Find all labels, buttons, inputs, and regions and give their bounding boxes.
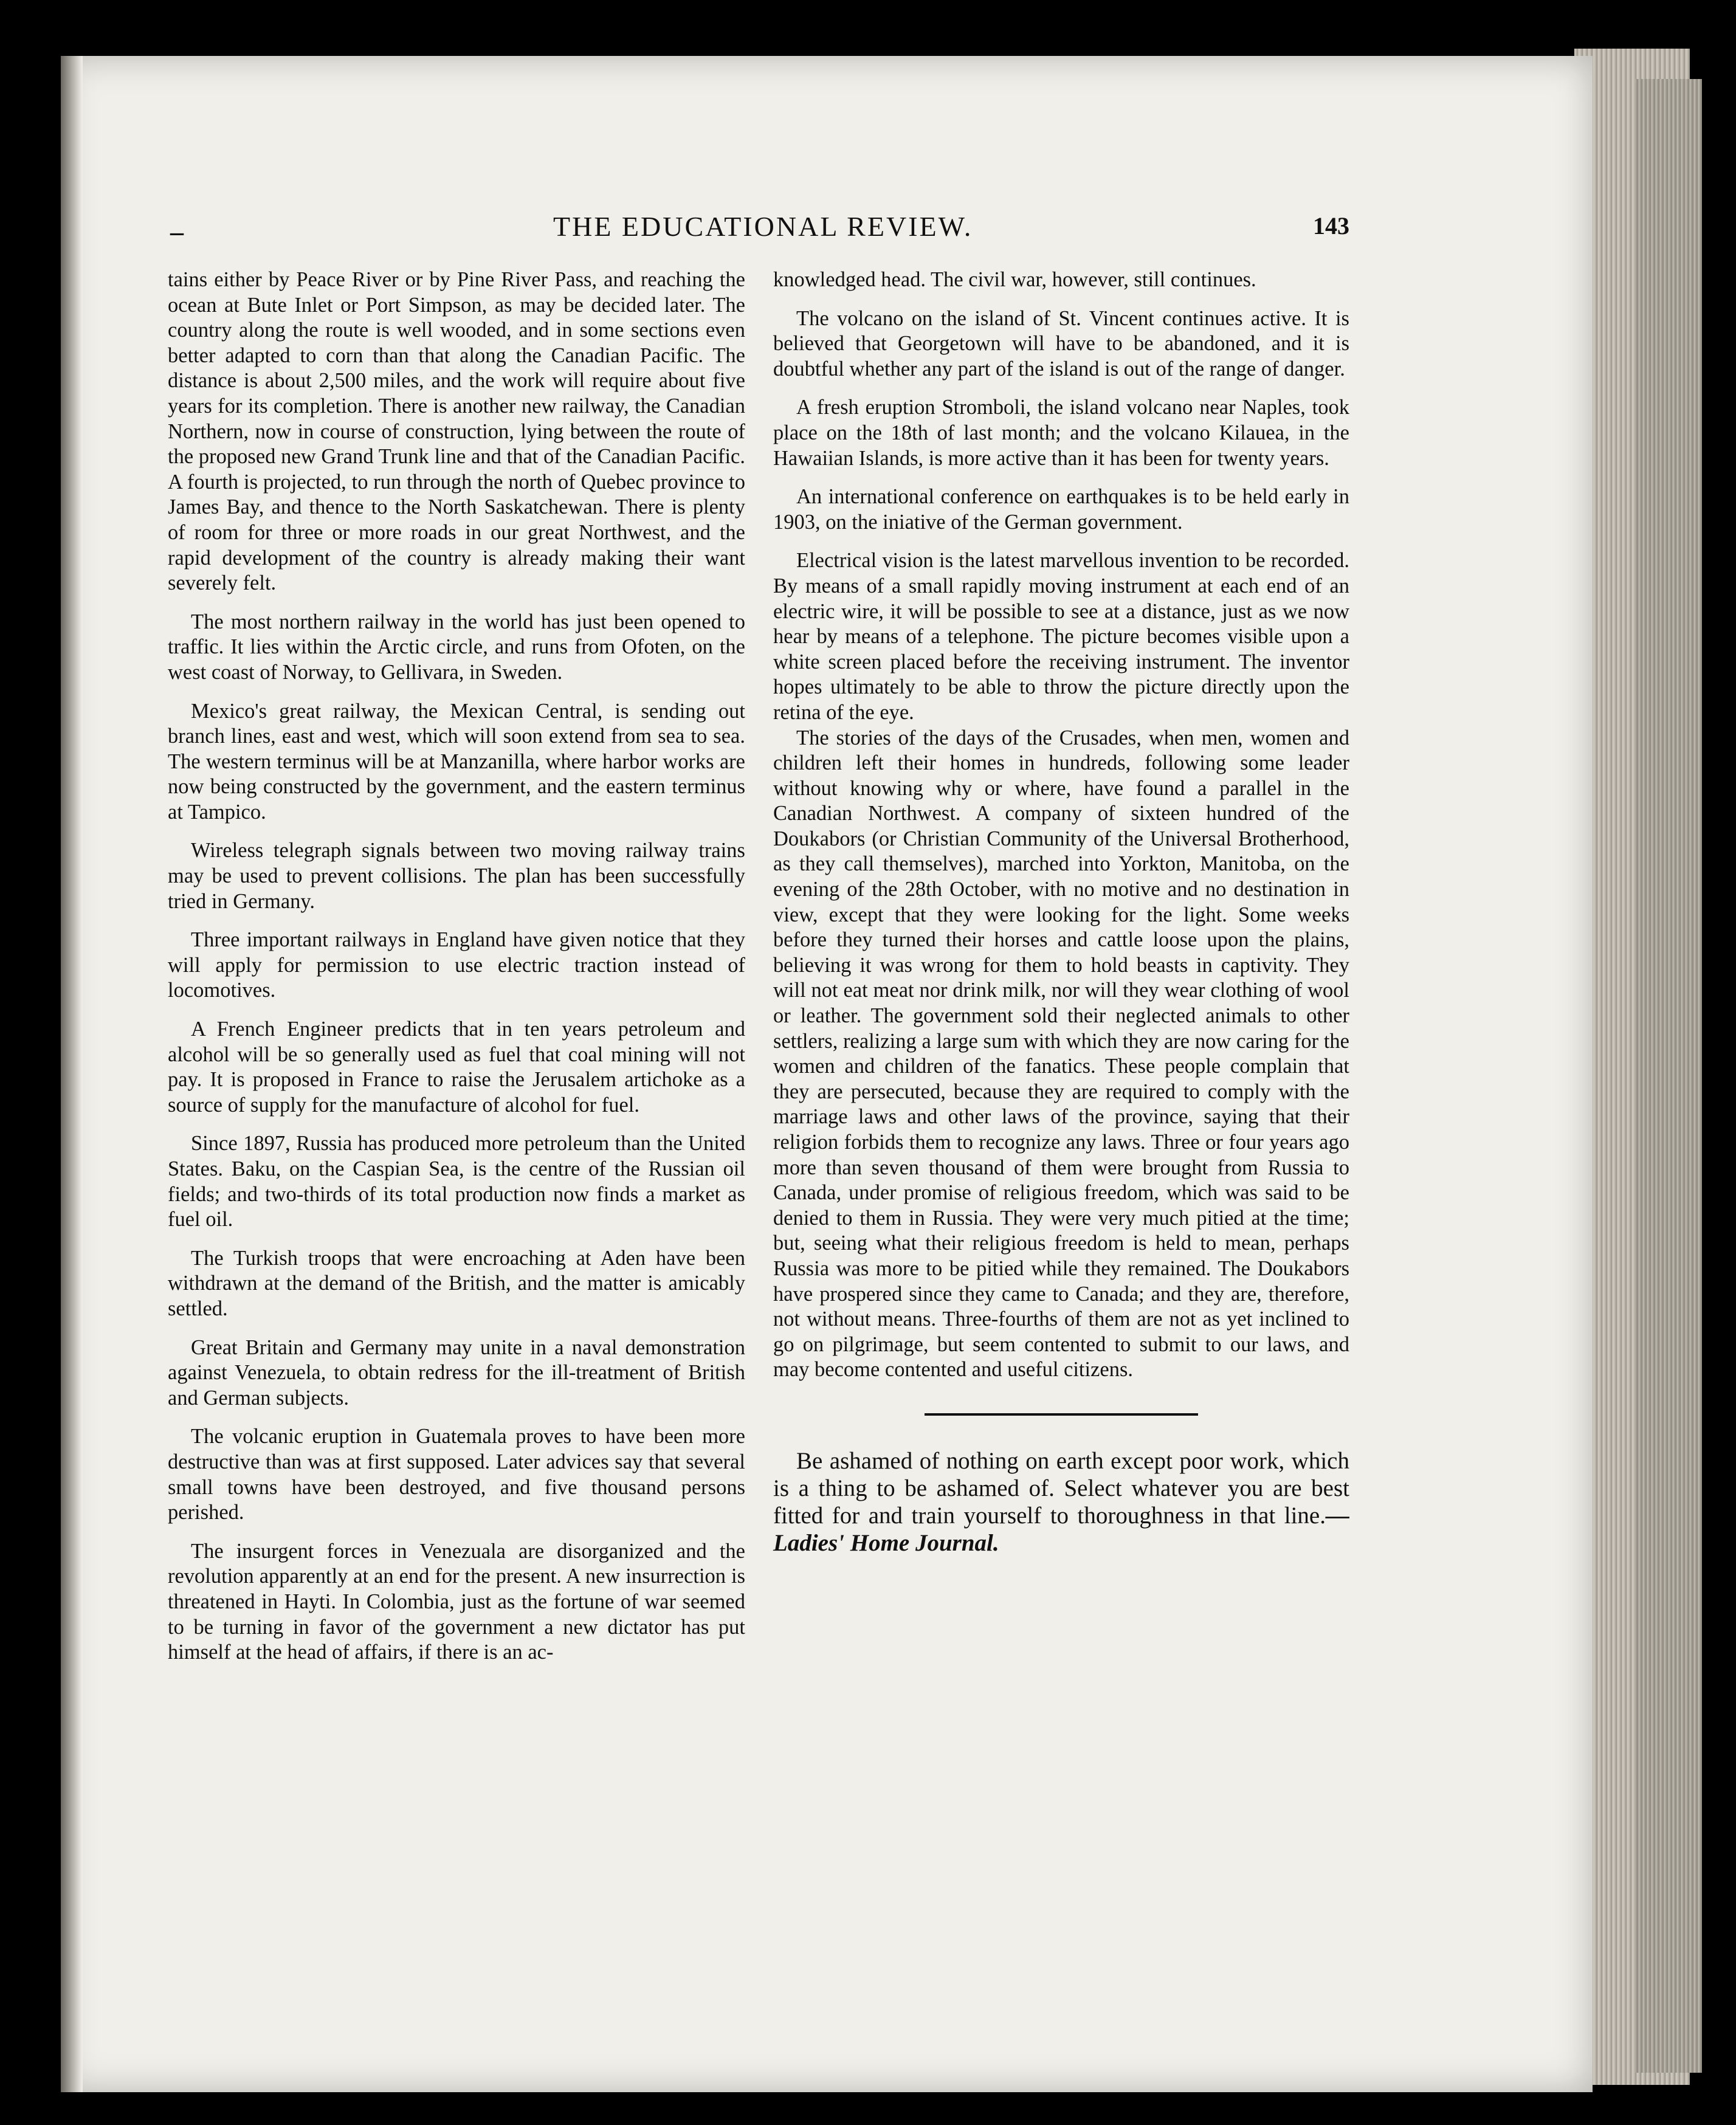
paragraph: Wireless telegraph signals between two moving railway trains may be used to prevent collisions. The plan has been successfully tried in Germany.	[168, 839, 745, 913]
page-edges-back	[1635, 79, 1702, 2073]
running-header	[170, 210, 1349, 247]
paragraph: The volcanic eruption in Guatemala proves to have been more destructive than was at first supposed. Later advices say that several small towns have been destroyed, and five thousand persons perished.	[168, 1425, 745, 1524]
paragraph: An international conference on earthquakes is to be held early in 1903, on the iniative of the German government.	[773, 485, 1349, 534]
paragraph: knowledged head. The civil war, however, still continues.	[773, 268, 1256, 291]
paragraph: Electrical vision is the latest marvellous invention to be recorded. By means of a small rapidly moving instrument at each end of an electric wire, it will be possible to see at a distance, just as we now hear by means of a telephone. The picture becomes visible upon a white screen placed before the receiving instrument. The inventor hopes ultimately to be able to throw the picture directly upon the retina of the eye.	[773, 549, 1349, 724]
section-divider	[925, 1413, 1198, 1416]
left-column	[168, 267, 745, 1679]
right-column	[773, 267, 1349, 1557]
header-dash: –	[170, 217, 184, 247]
paragraph: The most northern railway in the world has just been opened to traffic. It lies within the Arctic circle, and runs from Ofoten, on the west coast of Norway, to Gellivara, in Sweden.	[168, 610, 745, 684]
paragraph: Mexico's great railway, the Mexican Central, is sending out branch lines, east and west, which will soon extend from sea to sea. The western terminus will be at Manzanilla, where harbor works are now being constructed by the government, and the eastern terminus at Tampico.	[168, 699, 745, 824]
paragraph: The stories of the days of the Crusades, when men, women and children left their homes in hundreds, following some leader without knowing why or where, have found a parallel in the Canadian Northwest. A company of sixteen hundred of the Doukabors (or Christian Community of the Universal Brotherhood, as they call themselves), marched into Yorkton, Manitoba, on the evening of the 28th October, with no motive and no destination in view, except that they were looking for the light. Some weeks before they turned their horses and cattle loose upon the plains, believing it was wrong for them to hold beasts in captivity. They will not eat meat nor drink milk, nor will they wear clothing of wool or leather. The government sold their neglected animals to other settlers, realizing a large sum with which they are now caring for the women and children of the fanatics. These people complain that they are persecuted, because they are required to comply with the marriage laws and other laws of the province, saying that their religion forbids them to recognize any laws. Three or four years ago more than seven thousand of them were brought from Russia to Canada, under promise of religious freedom, which was said to be denied to them in Russia. They were very much pitied at the time; but, seeing what their religious freedom is held to mean, perhaps Russia was more to be pitied while they remained. The Doukabors have prospered since they came to Canada; and they are, therefore, not without means. Three-fourths of them are not as yet inclined to go on pilgrimage, but seem contented to submit to our laws, and may become contented and useful citizens.	[773, 726, 1349, 1382]
scan-border	[0, 0, 61, 2125]
page-number: 143	[1313, 212, 1349, 239]
quote-text: Be ashamed of nothing on earth except poor work, which is a thing to be ashamed of. Select whatever you are best fitted for and train yourself to thoroughness in that line.	[773, 1447, 1349, 1529]
paragraph: Since 1897, Russia has produced more petroleum than the United States. Baku, on the Caspian Sea, is the centre of the Russian oil fields; and two-thirds of its total production now finds a market as fuel oil.	[168, 1132, 745, 1231]
paragraph: The insurgent forces in Venezuala are disorganized and the revolution apparently at an end for the present. A new insurrection is threatened in Hayti. In Colombia, just as the fortune of war seemed to be turning in favor of the government a new dictator has put himself at the head of affairs, if there is an ac-	[168, 1539, 745, 1664]
closing-quote	[773, 1447, 1349, 1557]
journal-title: THE EDUCATIONAL REVIEW.	[553, 211, 973, 242]
paragraph: tains either by Peace River or by Pine River Pass, and reaching the ocean at Bute Inlet or Port Simpson, as may be decided later. The country along the route is well wooded, and in some sections even better adapted to corn than that along the Canadian Pacific. The distance is about 2,500 miles, and the work will require about five years for its completion. There is another new railway, the Canadian Northern, now in course of construction, lying between the route of the proposed new Grand Trunk line and that of the Canadian Pacific. A fourth is projected, to run through the north of Quebec province to James Bay, and thence to the North Saskatchewan. There is plenty of room for three or more roads in our great Northwest, and the rapid development of the country is already making their want severely felt.	[168, 268, 745, 595]
gutter-shadow	[61, 56, 83, 2092]
paragraph: The volcano on the island of St. Vincent continues active. It is believed that Georgetown will have to be abandoned, and it is doubtful whether any part of the island is out of the range of danger.	[773, 306, 1349, 381]
paragraph: A fresh eruption Stromboli, the island volcano near Naples, took place on the 18th of last month; and the volcano Kilauea, in the Hawaiian Islands, is more active than it has been for twenty years.	[773, 396, 1349, 470]
paragraph: Great Britain and Germany may unite in a naval demonstration against Venezuela, to obtain redress for the ill-treatment of British and German subjects.	[168, 1335, 745, 1410]
paragraph: The Turkish troops that were encroaching at Aden have been withdrawn at the demand of the British, and the matter is amicably settled.	[168, 1246, 745, 1320]
paragraph: A French Engineer predicts that in ten years petroleum and alcohol will be so generally used as fuel that coal mining will not pay. It is proposed in France to raise the Jerusalem artichoke as a source of supply for the manufacture of alcohol for fuel.	[168, 1018, 745, 1117]
paragraph: Three important railways in England have given notice that they will apply for permission to use electric traction instead of locomotives.	[168, 928, 745, 1002]
quote-source: —Ladies' Home Journal.	[773, 1502, 1349, 1556]
